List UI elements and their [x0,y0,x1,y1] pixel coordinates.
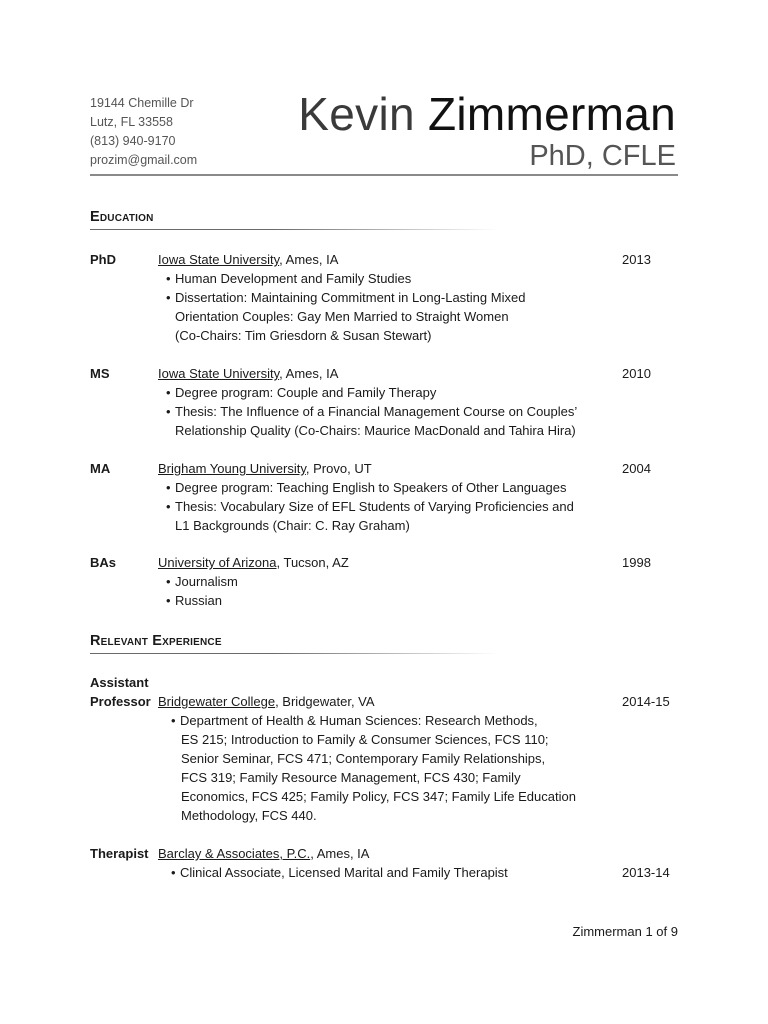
first-name: Kevin [298,88,415,140]
bullet-continuation: Methodology, FCS 440. [181,808,317,823]
degree-label: BAs [90,555,117,570]
institution-location: , Provo, UT [305,461,372,476]
bullet-item: • Human Development and Family Studies [166,271,412,286]
address-line-2: Lutz, FL 33558 [90,115,173,129]
header-divider [90,174,678,176]
applicant-name [298,86,676,142]
email-address: prozim@gmail.com [90,153,198,167]
institution-name: Iowa State University [158,252,280,267]
institution-line [158,459,372,478]
bullet-continuation: Economics, FCS 425; Family Policy, FCS 347; Family Life Education [181,789,576,804]
institution-line [158,553,349,572]
degree-year: 2004 [622,461,651,476]
bullet-continuation: FCS 319; Family Resource Management, FCS 430; Family [181,770,521,785]
experience-divider [90,653,498,654]
institution-line [158,250,338,269]
phone-number: (813) 940-9170 [90,134,176,148]
degree-label: MA [90,461,111,476]
role-label-line2: Professor [90,694,151,709]
institution-location: , Ames, IA [310,846,370,861]
degree-year: 2010 [622,366,651,381]
bullet-item: • Russian [166,593,222,608]
bullet-item: • Clinical Associate, Licensed Marital and Family Therapist [171,865,508,880]
bullet-item: • Degree program: Couple and Family Therapy [166,385,437,400]
bullet-item: • Journalism [166,574,238,589]
degree-year: 1998 [622,555,651,570]
last-name: Zimmerman [427,88,676,140]
institution-location: , Ames, IA [279,366,339,381]
bullet-item: • Thesis: Vocabulary Size of EFL Students of Varying Proficiencies and [166,499,574,514]
degree-label: MS [90,366,110,381]
institution-location: , Ames, IA [279,252,339,267]
bullet-item: • Degree program: Teaching English to Speakers of Other Languages [166,480,567,495]
degree-label: PhD [90,252,116,267]
degree-year: 2013 [622,252,651,267]
bullet-continuation: Senior Seminar, FCS 471; Contemporary Family Relationships, [181,751,546,766]
bullet-item: • Department of Health & Human Sciences: Research Methods, [171,713,538,728]
bullet-item: • Thesis: The Influence of a Financial Management Course on Couples’ [166,404,578,419]
institution-line [158,364,338,383]
bullet-continuation: L1 Backgrounds (Chair: C. Ray Graham) [175,518,410,533]
role-label: Therapist [90,846,149,861]
address-line-1: 19144 Chemille Dr [90,96,194,110]
experience-heading: Relevant Experience [90,633,222,649]
education-heading: Education [90,209,154,225]
bullet-continuation: Orientation Couples: Gay Men Married to Straight Women [175,309,509,324]
position-years: 2013-14 [622,865,670,880]
credentials: PhD, CFLE [529,140,676,172]
bullet-continuation: (Co-Chairs: Tim Griesdorn & Susan Stewart) [175,328,432,343]
institution-name: Iowa State University [158,366,280,381]
education-divider [90,229,498,230]
institution-name: Bridgewater College [158,694,276,709]
institution-location: , Bridgewater, VA [275,694,375,709]
bullet-item: • Dissertation: Maintaining Commitment in Long-Lasting Mixed [166,290,526,305]
page-footer: Zimmerman 1 of 9 [572,924,678,939]
contact-block [90,94,197,170]
institution-name: Barclay & Associates, P.C. [158,846,311,861]
bullet-continuation: ES 215; Introduction to Family & Consumer Sciences, FCS 110; [181,732,549,747]
institution-name: Brigham Young University [158,461,306,476]
institution-line [158,844,369,863]
institution-name: University of Arizona [158,555,277,570]
bullet-continuation: Relationship Quality (Co-Chairs: Maurice MacDonald and Tahira Hira) [175,423,576,438]
role-label-line1: Assistant [90,675,149,690]
position-years: 2014-15 [622,694,670,709]
institution-line [158,692,375,711]
institution-location: , Tucson, AZ [276,555,349,570]
